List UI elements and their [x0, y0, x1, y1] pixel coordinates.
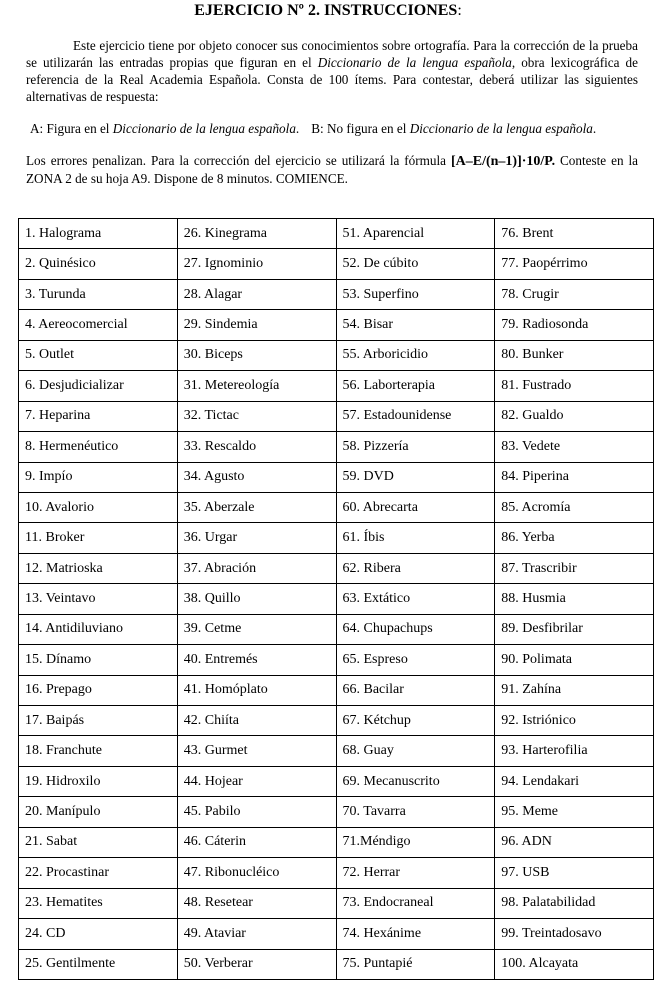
item-cell: 86. Yerba: [495, 523, 654, 553]
item-cell: 20. Manípulo: [19, 797, 178, 827]
table-row: [19, 675, 654, 705]
item-cell: 82. Gualdo: [495, 401, 654, 431]
item-cell: 14. Antidiluviano: [19, 614, 178, 644]
item-cell: 7. Heparina: [19, 401, 178, 431]
table-row: [19, 249, 654, 279]
item-cell: 30. Biceps: [177, 340, 336, 370]
table-row: [19, 706, 654, 736]
table-row: [19, 340, 654, 370]
item-cell: 37. Abración: [177, 553, 336, 583]
table-row: [19, 462, 654, 492]
item-cell: 94. Lendakari: [495, 766, 654, 796]
item-cell: 90. Polimata: [495, 645, 654, 675]
table-row: [19, 219, 654, 249]
item-cell: 43. Gurmet: [177, 736, 336, 766]
intro-dictionary-name: Diccionario de la lengua española: [317, 55, 512, 70]
item-cell: 5. Outlet: [19, 340, 178, 370]
item-cell: 40. Entremés: [177, 645, 336, 675]
item-cell: 54. Bisar: [336, 310, 495, 340]
item-cell: 64. Chupachups: [336, 614, 495, 644]
item-cell: 91. Zahína: [495, 675, 654, 705]
item-cell: 56. Laborterapia: [336, 371, 495, 401]
item-cell: 66. Bacilar: [336, 675, 495, 705]
item-cell: 76. Brent: [495, 219, 654, 249]
option-a-dictionary: Diccionario de la lengua española: [112, 121, 296, 136]
item-cell: 3. Turunda: [19, 279, 178, 309]
table-row: [19, 949, 654, 980]
item-cell: 62. Ribera: [336, 553, 495, 583]
item-cell: 1. Halograma: [19, 219, 178, 249]
item-cell: 24. CD: [19, 919, 178, 949]
item-cell: 68. Guay: [336, 736, 495, 766]
item-cell: 84. Piperina: [495, 462, 654, 492]
item-cell: 15. Dínamo: [19, 645, 178, 675]
option-a-suffix: .: [295, 121, 300, 136]
table-row: [19, 492, 654, 522]
item-cell: 26. Kinegrama: [177, 219, 336, 249]
rules-paragraph: [26, 152, 638, 187]
item-cell: 45. Pabilo: [177, 797, 336, 827]
item-cell: 31. Metereología: [177, 371, 336, 401]
item-cell: 11. Broker: [19, 523, 178, 553]
item-cell: 89. Desfibrilar: [495, 614, 654, 644]
item-cell: 42. Chiíta: [177, 706, 336, 736]
item-cell: 39. Cetme: [177, 614, 336, 644]
item-cell: 41. Homóplato: [177, 675, 336, 705]
item-cell: 13. Veintavo: [19, 584, 178, 614]
option-b-dictionary: Diccionario de la lengua española: [409, 121, 593, 136]
item-cell: 71.Méndigo: [336, 827, 495, 857]
option-a-prefix: A: Figura en el: [30, 121, 113, 136]
table-row: [19, 827, 654, 857]
item-cell: 4. Aereocomercial: [19, 310, 178, 340]
items-table: [18, 218, 654, 980]
item-cell: 8. Hermenéutico: [19, 432, 178, 462]
item-cell: 65. Espreso: [336, 645, 495, 675]
item-cell: 52. De cúbito: [336, 249, 495, 279]
answer-options: [30, 120, 650, 137]
item-cell: 67. Kétchup: [336, 706, 495, 736]
item-cell: 16. Prepago: [19, 675, 178, 705]
intro-paragraph: [26, 37, 638, 105]
item-cell: 98. Palatabilidad: [495, 888, 654, 918]
item-cell: 61. Íbis: [336, 523, 495, 553]
table-row: [19, 584, 654, 614]
item-cell: 99. Treintadosavo: [495, 919, 654, 949]
intro-text-2: , obra lexicográfica de referencia de la Real Academia Española. Consta de 100 ítems. Para contestar, deberá utilizar las siguientes alternativas de respuesta:: [26, 55, 638, 104]
item-cell: 83. Vedete: [495, 432, 654, 462]
exercise-title-colon: :: [457, 2, 462, 19]
item-cell: 47. Ribonucléico: [177, 858, 336, 888]
item-cell: 79. Radiosonda: [495, 310, 654, 340]
option-b-prefix: B: No figura en el: [311, 121, 410, 136]
item-cell: 58. Pizzería: [336, 432, 495, 462]
table-row: [19, 371, 654, 401]
item-cell: 17. Baipás: [19, 706, 178, 736]
item-cell: 55. Arboricidio: [336, 340, 495, 370]
item-cell: 33. Rescaldo: [177, 432, 336, 462]
item-cell: 73. Endocraneal: [336, 888, 495, 918]
rules-text-2: Conteste en la ZONA 2 de su hoja A9. Dispone de 8 minutos. COMIENCE.: [26, 153, 638, 186]
table-row: [19, 310, 654, 340]
table-row: [19, 279, 654, 309]
item-cell: 57. Estadounidense: [336, 401, 495, 431]
item-cell: 75. Puntapié: [336, 949, 495, 980]
item-cell: 96. ADN: [495, 827, 654, 857]
table-row: [19, 766, 654, 796]
item-cell: 63. Extático: [336, 584, 495, 614]
exercise-title-text: EJERCICIO Nº 2. INSTRUCCIONES: [194, 2, 458, 19]
item-cell: 81. Fustrado: [495, 371, 654, 401]
item-cell: 78. Crugir: [495, 279, 654, 309]
item-cell: 36. Urgar: [177, 523, 336, 553]
item-cell: 48. Resetear: [177, 888, 336, 918]
table-row: [19, 645, 654, 675]
table-row: [19, 614, 654, 644]
item-cell: 97. USB: [495, 858, 654, 888]
item-cell: 100. Alcayata: [495, 949, 654, 980]
table-row: [19, 888, 654, 918]
option-a: [30, 121, 299, 136]
option-b-suffix: .: [592, 121, 597, 136]
item-cell: 29. Sindemia: [177, 310, 336, 340]
item-cell: 69. Mecanuscrito: [336, 766, 495, 796]
item-cell: 72. Herrar: [336, 858, 495, 888]
item-cell: 80. Bunker: [495, 340, 654, 370]
table-row: [19, 797, 654, 827]
item-cell: 70. Tavarra: [336, 797, 495, 827]
option-b: [311, 121, 596, 136]
item-cell: 6. Desjudicializar: [19, 371, 178, 401]
item-cell: 22. Procastinar: [19, 858, 178, 888]
item-cell: 2. Quinésico: [19, 249, 178, 279]
table-row: [19, 432, 654, 462]
item-cell: 25. Gentilmente: [19, 949, 178, 980]
item-cell: 10. Avalorio: [19, 492, 178, 522]
item-cell: 27. Ignominio: [177, 249, 336, 279]
table-row: [19, 919, 654, 949]
item-cell: 35. Aberzale: [177, 492, 336, 522]
rules-text-1: Los errores penalizan. Para la corrección del ejercicio se utilizará la fórmula: [26, 153, 451, 168]
item-cell: 12. Matrioska: [19, 553, 178, 583]
item-cell: 21. Sabat: [19, 827, 178, 857]
table-row: [19, 523, 654, 553]
table-row: [19, 858, 654, 888]
item-cell: 59. DVD: [336, 462, 495, 492]
item-cell: 46. Cáterin: [177, 827, 336, 857]
item-cell: 77. Paopérrimo: [495, 249, 654, 279]
item-cell: 95. Meme: [495, 797, 654, 827]
item-cell: 50. Verberar: [177, 949, 336, 980]
item-cell: 23. Hematites: [19, 888, 178, 918]
item-cell: 93. Harterofilia: [495, 736, 654, 766]
item-cell: 92. Istriónico: [495, 706, 654, 736]
item-cell: 44. Hojear: [177, 766, 336, 796]
item-cell: 32. Tictac: [177, 401, 336, 431]
item-cell: 85. Acromía: [495, 492, 654, 522]
item-cell: 38. Quillo: [177, 584, 336, 614]
item-cell: 28. Alagar: [177, 279, 336, 309]
item-cell: 34. Agusto: [177, 462, 336, 492]
table-row: [19, 736, 654, 766]
item-cell: 18. Franchute: [19, 736, 178, 766]
exercise-title: [0, 0, 656, 22]
intro-text-1: Este ejercicio tiene por objeto conocer sus conocimientos sobre ortografía. Para la corrección de la prueba se utilizarán las entradas propias que figuran en el: [26, 38, 638, 70]
scoring-formula: [A–E/(n–1)]·10/P.: [450, 154, 556, 169]
item-cell: 53. Superfino: [336, 279, 495, 309]
item-cell: 87. Trascribir: [495, 553, 654, 583]
item-cell: 49. Ataviar: [177, 919, 336, 949]
table-row: [19, 401, 654, 431]
table-row: [19, 553, 654, 583]
item-cell: 60. Abrecarta: [336, 492, 495, 522]
item-cell: 19. Hidroxilo: [19, 766, 178, 796]
item-cell: 51. Aparencial: [336, 219, 495, 249]
items-table-body: [19, 219, 654, 980]
item-cell: 9. Impío: [19, 462, 178, 492]
item-cell: 74. Hexánime: [336, 919, 495, 949]
item-cell: 88. Husmia: [495, 584, 654, 614]
